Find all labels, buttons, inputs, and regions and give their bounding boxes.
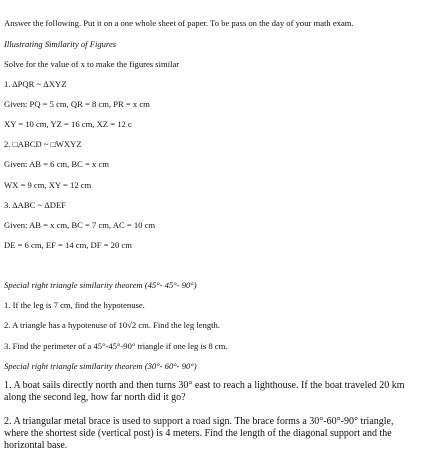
section2-item-2: 2. A triangle has a hypotenuse of 10√2 cm. Find the leg length. xyxy=(4,320,220,330)
problem1-statement: 1. ΔPQR ~ ΔXYZ xyxy=(4,79,67,89)
problem2-given-continued: WX = 9 cm, XY = 12 cm xyxy=(4,180,92,190)
section1-title: Illustrating Similarity of Figures xyxy=(4,39,117,49)
section1-directions: Solve for the value of x to make the figures similar xyxy=(4,59,180,69)
problem2-given: Given: AB = 6 cm, BC = x cm xyxy=(4,159,109,169)
section3-item-1: 1. A boat sails directly north and then turns 30° east to reach a lighthouse. If the boat traveled 20 km along the second leg, how far north did it go? xyxy=(4,380,405,403)
section3-item-2: 2. A triangular metal brace is used to support a road sign. The brace forms a 30°-60°-90° triangle, where the shortest side (vertical post) is 4 meters. Find the length of the diagonal support and the horizontal base. xyxy=(4,416,394,451)
problem3-given-continued: DE = 6 cm, EF = 14 cm, DF = 20 cm xyxy=(4,240,132,250)
section2-item-3: 3. Find the perimeter of a 45°-45°-90° triangle if one leg is 8 cm. xyxy=(4,341,228,351)
section2-item-1: 1. If the leg is 7 cm, find the hypotenuse. xyxy=(4,300,145,310)
problem2-statement: 2. □ABCD ~ □WXYZ xyxy=(4,139,82,149)
problem3-statement: 3. ΔABC ~ ΔDEF xyxy=(4,200,67,210)
section2-title: Special right triangle similarity theorem (45°- 45°- 90°) xyxy=(4,280,197,290)
problem1-given: Given: PQ = 5 cm, QR = 8 cm, PR = x cm xyxy=(4,99,150,109)
problem3-given: Given: AB = x cm, BC = 7 cm, AC = 10 cm xyxy=(4,220,156,230)
instruction-text: Answer the following. Put it on a one whole sheet of paper. To be pass on the day of your math exam. xyxy=(4,18,354,28)
problem1-given-continued: XY = 10 cm, YZ = 16 cm, XZ = 12 c xyxy=(4,119,132,129)
section3-title: Special right triangle similarity theorem (30°- 60°- 90°) xyxy=(4,361,197,371)
